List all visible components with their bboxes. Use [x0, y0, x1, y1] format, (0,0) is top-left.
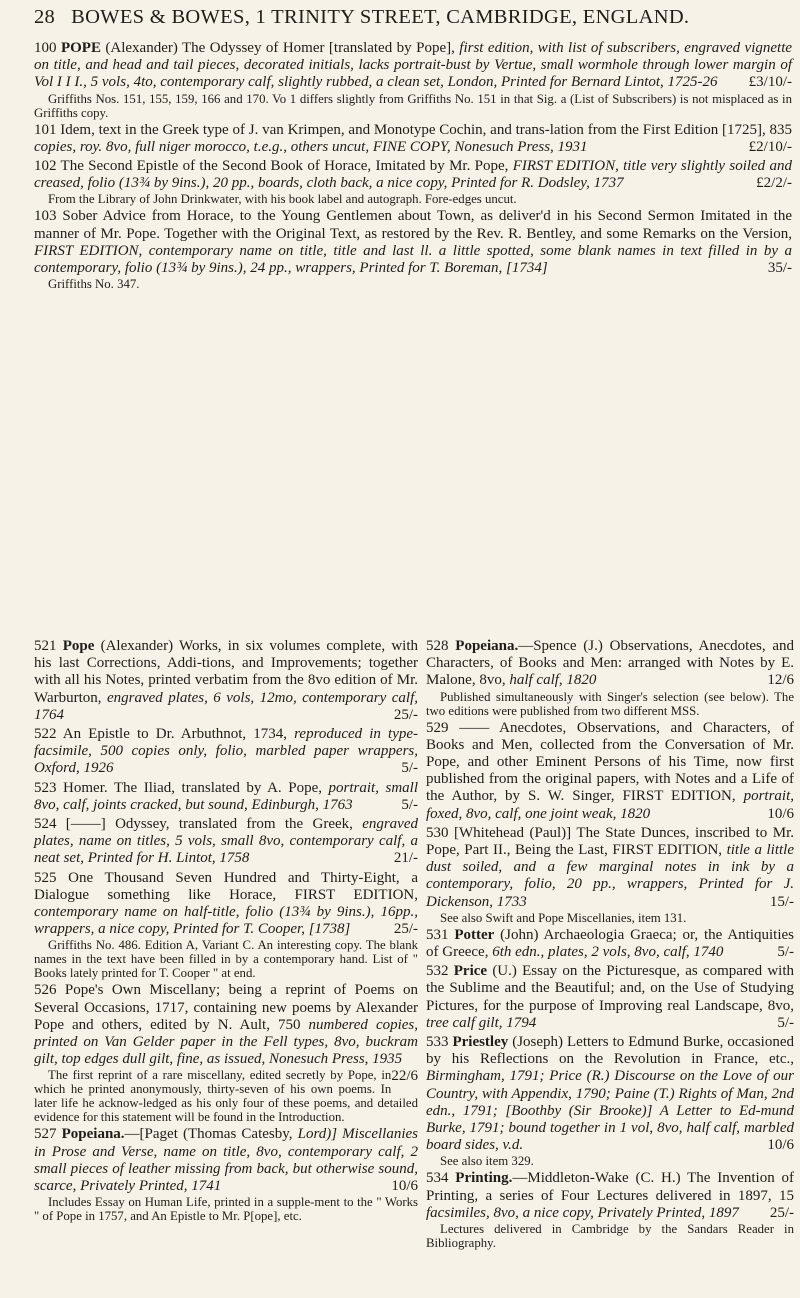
- entry-note: See also Swift and Pope Miscellanies, item 131.: [440, 910, 687, 925]
- entry-note: Griffiths No. 486. Edition A, Variant C. An interesting copy. The blank names in the text have been filled in by a contemporary hand. List of " Books lately printed for T. Cooper " at end.: [34, 938, 418, 981]
- entry-number: 533: [426, 1034, 453, 1051]
- entry-price: 25/-: [393, 921, 418, 938]
- entry-number: 526: [34, 982, 65, 999]
- entry-price: 5/-: [401, 760, 418, 777]
- entry-number: 531: [426, 926, 455, 943]
- entry-description: facsimiles, 8vo, a nice copy, Privately Printed, 1897: [426, 1204, 739, 1221]
- entry-number: 529: [426, 719, 460, 736]
- entry-author: Printing.: [455, 1170, 513, 1187]
- entry-description: Lord)] Miscellanies in Prose and Verse, name on title, 8vo, contemporary calf, 2 small pieces of leather missing from back, but otherwise sound, scarce, Privately Printed, 1741: [34, 1126, 418, 1195]
- entry-number: 521: [34, 638, 63, 654]
- catalogue-entry: [34, 870, 418, 939]
- entry-price: 10/6: [767, 805, 794, 822]
- entry-description: tree calf gilt, 1794: [426, 1014, 537, 1031]
- entry-price: 12/6: [767, 672, 794, 689]
- entry-description: engraved plates, name on titles, 5 vols, small 8vo, contemporary calf, a neat set, Printed for H. Lintot, 1758: [34, 816, 418, 867]
- entry-description: portrait, foxed, 8vo, calf, one joint weak, 1820: [426, 788, 794, 822]
- catalogue-entry: [34, 122, 792, 156]
- entry-price: 5/-: [401, 796, 418, 813]
- entry-author: Popeiana.: [455, 638, 519, 654]
- entry-price: 22/6: [391, 1068, 418, 1085]
- catalogue-entry: [426, 720, 794, 823]
- entry-note: From the Library of John Drinkwater, with his book label and autograph. Fore-edges uncut.: [48, 192, 517, 207]
- catalogue-entry: [34, 816, 418, 868]
- entry-title: (John) Archaeologia Graeca; or, the Antiquities of Greece,: [426, 926, 794, 961]
- entry-title: [——] Odyssey, translated from the Greek,: [65, 816, 363, 833]
- entry-price: 10/6: [391, 1178, 418, 1195]
- entry-author: POPE: [60, 40, 101, 56]
- entry-number: 524: [34, 816, 66, 833]
- entry-title: (Alexander) The Odyssey of Homer [translated by Pope],: [100, 40, 460, 56]
- catalogue-entry: [34, 158, 792, 192]
- catalogue-entry: [34, 1126, 418, 1195]
- entry-price: 21/-: [393, 850, 418, 867]
- entry-number: 532: [426, 963, 454, 980]
- entry-number: 522: [34, 726, 63, 743]
- entry-description: FIRST EDITION, contemporary name on title, title and last ll. a little spotted, some blank names in text filled in by a contemporary, folio (13¾ by 9ins.), 24 pp., wrappers, Printed for T. Boreman, [1734]: [34, 242, 792, 277]
- entry-description: engraved plates, 6 vols, 12mo, contemporary calf, 1764: [34, 689, 418, 723]
- entry-number: 103: [34, 208, 63, 225]
- entry-author: Pope: [62, 638, 95, 654]
- entry-title: One Thousand Seven Hundred and Thirty-Eight, a Dialogue something like Horace, FIRST EDITION,: [34, 869, 418, 903]
- entry-number: 523: [34, 779, 64, 796]
- entry-description: half calf, 1820: [509, 672, 597, 689]
- entry-description: title a little dust soiled, and a few marginal notes in ink by a contemporary, folio, 20 pp., wrappers, Printed for J. Dickenson, 1733: [426, 842, 794, 910]
- entry-description: numbered copies, printed on Van Gelder paper in the Fell types, 8vo, buckram gilt, top edges dull gilt, fine, as issued, Nonesuch Press, 1935: [34, 1016, 419, 1068]
- entry-number: 102: [34, 158, 61, 175]
- entry-title: —Middleton-Wake (C. H.) The Invention of Printing, a series of Four Lectures delivered in 1897, 15: [426, 1170, 794, 1204]
- entry-price: 5/-: [777, 944, 794, 961]
- entry-description: contemporary name on half-title, folio (13¾ by 9ins.), 16pp., wrappers, a nice copy, Printed for T. Cooper, [1738]: [34, 904, 418, 938]
- entry-description: 6th edn., plates, 2 vols, 8vo, calf, 1740: [492, 944, 724, 961]
- entry-description: first edition, with list of subscribers, engraved vignette on title, and head and tail pieces, decorated initials, lacks portrait-bust by Vertue, small wormhole through lower margin of Vol I I I., 5 vols, 4to, contemporary calf, slightly rubbed, a clean set, London, Printed for Bernard Lintot, 1725-26: [34, 40, 793, 91]
- entry-title: An Epistle to Dr. Arbuthnot, 1734,: [62, 726, 295, 743]
- entry-price: 25/-: [393, 706, 418, 723]
- entry-title: —— Anecdotes, Observations, and Characters, of Books and Men, collected from the Conversation of Mr. Pope, and other Eminent Persons of his Time, now first published from the original papers, with Notes and a Life of the Author, by S. W. Singer, FIRST EDITION,: [426, 719, 795, 805]
- catalogue-entry: [426, 1034, 794, 1154]
- catalogue-entry: [34, 208, 792, 277]
- entry-title: Homer. The Iliad, translated by A. Pope,: [63, 779, 329, 796]
- catalogue-entry: [34, 982, 419, 1085]
- catalogue-entry: [426, 825, 794, 911]
- catalogue-entry: [426, 963, 794, 1032]
- entry-description: FIRST EDITION, title very slightly soiled and creased, folio (13¾ by 9ins.), 20 pp., boards, cloth back, a nice copy, Printed for R. Dodsley, 1737: [34, 158, 792, 192]
- entry-title: —Spence (J.) Observations, Anecdotes, and Characters, of Books and Men: arranged with Notes by E. Malone, 8vo,: [426, 638, 795, 689]
- page-header: [34, 6, 794, 29]
- entry-note: The first reprint of a rare miscellany, edited secretly by Pope, in which he printed anonymously, thirty-seven of his own poems. In later life he acknow-ledged as his only four of these poems, and detailed evidence for this statement will be found in the Introduction.: [34, 1068, 418, 1125]
- entry-price: £3/10/-: [748, 74, 792, 91]
- entry-title: —[Paget (Thomas Catesby,: [124, 1126, 298, 1143]
- right-column: [426, 638, 794, 1252]
- entry-author: Potter: [454, 926, 495, 943]
- entry-number: 101: [34, 121, 61, 138]
- entry-number: 528: [426, 638, 456, 654]
- catalogue-entry: [34, 638, 418, 724]
- catalogue-entry: [426, 927, 794, 961]
- entry-author: Popeiana.: [61, 1126, 125, 1143]
- entry-price: £2/2/-: [756, 175, 792, 192]
- left-column: [34, 638, 418, 1225]
- entry-description: portrait, small 8vo, calf, joints cracked, but sound, Edinburgh, 1763: [34, 779, 418, 813]
- entry-description: copies, roy. 8vo, full niger morocco, t.e.g., others uncut, FINE COPY, Nonesuch Press, 1931: [34, 138, 588, 155]
- catalogue-entry: [426, 1170, 794, 1222]
- page-number: 28: [34, 6, 56, 28]
- entry-price: £2/10/-: [748, 138, 792, 155]
- entry-price: 35/-: [767, 260, 792, 277]
- catalogue-entry: [34, 780, 418, 814]
- entry-price: 25/-: [769, 1204, 794, 1221]
- entry-number: 534: [426, 1170, 456, 1187]
- entry-number: 530: [426, 824, 455, 841]
- entry-price: 5/-: [777, 1014, 794, 1031]
- entry-title: Sober Advice from Horace, to the Young Gentlemen about Town, as deliver'd in his Second Sermon Imitated in the manner of Mr. Pope. Together with the Original Text, as restored by the Rev. R. Bentley, and some Remarks on the Version,: [34, 208, 793, 242]
- catalogue-entry: [34, 726, 418, 778]
- entry-note: Griffiths Nos. 151, 155, 159, 166 and 170. Vo 1 differs slightly from Griffiths No. 151 in that Sig. a (List of Subscribers) is not misplaced as in Griffiths copy.: [34, 91, 792, 120]
- entry-price: 10/6: [767, 1137, 794, 1154]
- entry-number: 525: [34, 869, 69, 886]
- catalogue-entry: [426, 638, 794, 690]
- entry-note: Includes Essay on Human Life, printed in a supple-ment to the " Works " of Pope in 1757, and An Epistle to Mr. P[ope], etc.: [34, 1195, 418, 1224]
- full-width-entries: [34, 40, 792, 293]
- entry-note: See also item 329.: [440, 1154, 534, 1169]
- entry-author: Priestley: [452, 1034, 509, 1051]
- entry-title: (U.) Essay on the Picturesque, as compared with the Sublime and the Beautiful; and, on the Use of Studying Pictures, for the purpose of Improving real Landscape, 8vo,: [426, 963, 794, 1014]
- entry-title: Pope's Own Miscellany; being a reprint of Poems on Several Occasions, 1717, containing new poems by Alexander Pope and others, edited by N. Ault, 750: [34, 982, 418, 1033]
- entry-title: (Alexander) Works, in six volumes complete, with his last Corrections, Addi-tions, and Improvements; together with all his Notes, printed verbatim from the 8vo edition of Mr. Warburton,: [34, 638, 419, 706]
- entry-note: Lectures delivered in Cambridge by the Sandars Reader in Bibliography.: [426, 1222, 794, 1251]
- entry-number: 100: [34, 40, 61, 56]
- entry-description: Birmingham, 1791; Price (R.) Discourse on the Love of our Country, with Appendix, 1790; Paine (T.) Rights of Man, 2nd edn., 1791; [Boothby (Sir Brooke)] A Letter to Ed-mund Burke, 1791; bound together in 1 vol, 8vo, half calf, marbled board sides, v.d.: [426, 1068, 794, 1154]
- entry-author: Price: [453, 963, 488, 980]
- entry-title: (Joseph) Letters to Edmund Burke, occasioned by his Reflections on the Revolution in France, etc.,: [426, 1034, 794, 1068]
- entry-note: Griffiths No. 347.: [48, 277, 140, 292]
- entry-description: reproduced in type-facsimile, 500 copies only, folio, marbled paper wrappers, Oxford, 1926: [34, 726, 418, 777]
- entry-title: The Second Epistle of the Second Book of Horace, Imitated by Mr. Pope,: [60, 158, 513, 175]
- page-title: BOWES & BOWES, 1 TRINITY STREET, CAMBRIDGE, ENGLAND.: [71, 6, 690, 28]
- catalogue-entry: [34, 40, 792, 92]
- entry-number: 527: [34, 1126, 62, 1143]
- entry-title: [Whitehead (Paul)] The State Dunces, inscribed to Mr. Pope, Part II., Being the Last, FIRST EDITION,: [426, 824, 795, 859]
- entry-note: Published simultaneously with Singer's selection (see below). The two editions were published from two different MSS.: [426, 689, 794, 718]
- entry-title: Idem, text in the Greek type of J. van Krimpen, and Monotype Cochin, and trans-lation from the First Edition [1725], 835: [60, 121, 792, 138]
- entry-price: 15/-: [769, 893, 794, 910]
